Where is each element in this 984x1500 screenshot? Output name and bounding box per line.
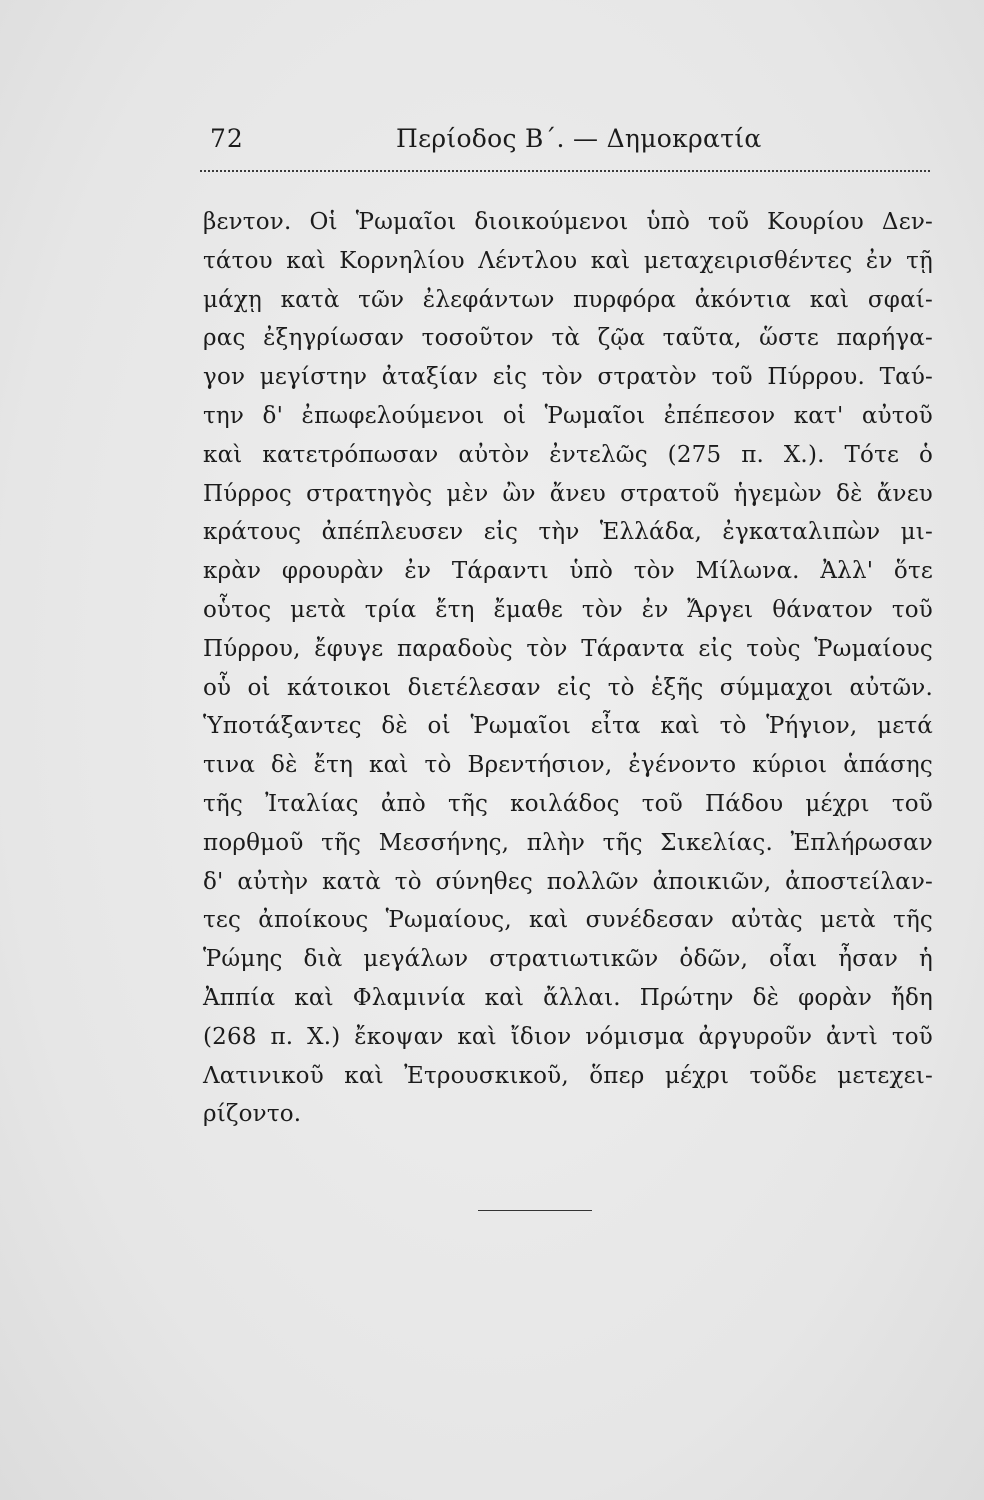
section-end-rule [478, 1210, 592, 1211]
header-dotted-rule [200, 170, 930, 172]
text-line: μάχῃ κατὰ τῶν ἐλεφάντων πυρφόρα ἀκόντια καὶ σφαί- [203, 286, 933, 313]
text-line: Πύρρου, ἔφυγε παραδοὺς τὸν Τάραντα εἰς τοὺς Ῥωμαίους [203, 635, 933, 662]
text-line: τῆς Ἰταλίας ἀπὸ τῆς κοιλάδος τοῦ Πάδου μέχρι τοῦ [203, 790, 933, 817]
text-line: Ἀππία καὶ Φλαμινία καὶ ἄλλαι. Πρώτην δὲ φορὰν ἤδη [203, 984, 933, 1011]
text-line: Ὑποτάξαντες δὲ οἱ Ῥωμαῖοι εἶτα καὶ τὸ Ῥήγιον, μετά [203, 713, 933, 740]
page-number: 72 [210, 124, 244, 153]
running-head: Περίοδος Β΄. — Δημοκρατία [396, 124, 762, 153]
text-line: καὶ κατετρόπωσαν αὐτὸν ἐντελῶς (275 π. Χ.). Τότε ὁ [203, 441, 933, 468]
text-line: πορθμοῦ τῆς Μεσσήνης, πλὴν τῆς Σικελίας. Ἐπλήρωσαν [203, 829, 933, 856]
text-line: οὗ οἱ κάτοικοι διετέλεσαν εἰς τὸ ἑξῆς σύμμαχοι αὐτῶν. [203, 674, 933, 701]
text-line: τάτου καὶ Κορνηλίου Λέντλου καὶ μεταχειρισθέντες ἐν τῇ [203, 247, 933, 274]
body-text [203, 203, 933, 1134]
text-line: Ῥώμης διὰ μεγάλων στρατιωτικῶν ὁδῶν, οἷαι ἦσαν ἡ [203, 946, 933, 973]
text-line: οὗτος μετὰ τρία ἔτη ἔμαθε τὸν ἐν Ἄργει θάνατον τοῦ [203, 596, 933, 623]
text-line: κράτους ἀπέπλευσεν εἰς τὴν Ἑλλάδα, ἐγκαταλιπὼν μι- [203, 519, 933, 546]
text-line: βεντον. Οἱ Ῥωμαῖοι διοικούμενοι ὑπὸ τοῦ Κουρίου Δεν- [203, 209, 933, 235]
page-header [200, 118, 940, 168]
text-line: τινα δὲ ἔτη καὶ τὸ Βρεντήσιον, ἐγένοντο κύριοι ἁπάσης [203, 752, 933, 779]
text-line: τες ἀποίκους Ῥωμαίους, καὶ συνέδεσαν αὐτὰς μετὰ τῆς [203, 907, 933, 934]
text-line: κρὰν φρουρὰν ἐν Τάραντι ὑπὸ τὸν Μίλωνα. Ἀλλ' ὅτε [203, 558, 933, 585]
text-line: ρας ἐξηγρίωσαν τοσοῦτον τὰ ζῷα ταῦτα, ὥστε παρήγα- [203, 325, 933, 352]
text-line: ρίζοντο. [203, 1101, 302, 1128]
text-line: Πύρρος στρατηγὸς μὲν ὢν ἄνευ στρατοῦ ἡγεμὼν δὲ ἄνευ [203, 480, 933, 507]
text-line: την δ' ἐπωφελούμενοι οἱ Ῥωμαῖοι ἐπέπεσον κατ' αὐτοῦ [203, 402, 933, 429]
text-line: (268 π. Χ.) ἔκοψαν καὶ ἴδιον νόμισμα ἀργυροῦν ἀντὶ τοῦ [203, 1023, 933, 1050]
text-line: γον μεγίστην ἀταξίαν εἰς τὸν στρατὸν τοῦ Πύρρου. Ταύ- [203, 364, 933, 391]
text-line: δ' αὐτὴν κατὰ τὸ σύνηθες πολλῶν ἀποικιῶν, ἀποστείλαν- [203, 868, 933, 895]
text-line: Λατινικοῦ καὶ Ἐτρουσκικοῦ, ὅπερ μέχρι τοῦδε μετεχει- [203, 1062, 933, 1089]
